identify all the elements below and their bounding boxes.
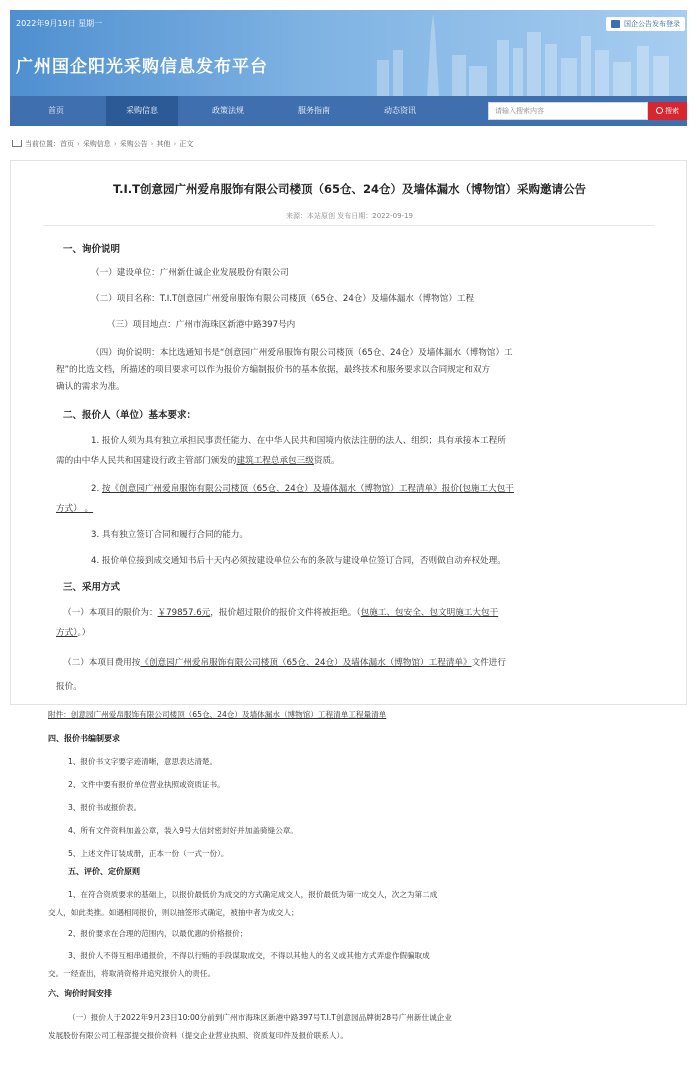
breadcrumb-home[interactable]: 首页 — [60, 140, 74, 148]
attachment-title[interactable]: 附件：创意园广州爱帛服饰有限公司楼顶（65仓、24仓）及墙体漏水（博物馆）工程清单工程量清单 — [48, 710, 387, 719]
section-1-item-3: （三）项目地点：广州市海珠区新港中路397号内 — [107, 320, 296, 330]
section-2-item-1-line-1: 1. 报价人须为具有独立承担民事责任能力、在中华人民共和国境内依法注册的法人、组织；具有承接本工程所 — [91, 436, 506, 446]
section-4-item-1: 1、报价书文字要字迹清晰，意思表达清楚。 — [68, 757, 218, 766]
section-3-item-1-line-2 — [56, 625, 90, 642]
title-divider — [43, 225, 655, 226]
monitor-icon — [611, 20, 620, 28]
breadcrumb-label: 当前位置： — [25, 140, 60, 148]
section-2-item-2-line-2: 方式） 。 — [56, 504, 94, 514]
section-1-item-4-line-1: （四）询价说明：本比选通知书是“创意园广州爱帛服饰有限公司楼顶（65仓、24仓）及墙体漏水（博物馆）工 — [91, 348, 513, 358]
contract-mode: 包施工、包安全、包文明施工大包干 — [360, 608, 499, 618]
home-icon — [12, 140, 22, 147]
quote-document: 《创意园广州爱帛服饰有限公司楼顶（65仓、24仓）及墙体漏水（博物馆）工程清单》 — [140, 658, 472, 668]
breadcrumb-other[interactable]: 其他 — [156, 140, 171, 148]
section-4-item-4: 4、所有文件资料加盖公章，装入9号大信封密封好并加盖骑缝公章。 — [68, 826, 298, 835]
nav-item-service-guide[interactable]: 服务指南 — [298, 106, 330, 115]
text-run: ，报价超过限价的报价文件将被拒绝。（ — [210, 608, 361, 618]
section-5-item-1-line-2: 交人，如此类推。如遇相同报价，则以抽签形式确定，被抽中者为成交人； — [48, 908, 299, 917]
section-1-item-4-line-2: 程”的比选文档，所描述的项目要求可以作为报价方编制报价书的基本依据，最终技术和服务要求以合同规定和双方 — [56, 365, 491, 375]
section-1-item-4-line-3: 确认的需求为准。 — [56, 382, 125, 392]
text-run: 需的由中华人民共和国建设行政主管部门颁发的 — [56, 456, 237, 466]
site-header — [10, 10, 687, 96]
section-3-item-1-line-1 — [63, 605, 498, 622]
article-card — [10, 160, 687, 705]
section-3-heading: 三、采用方式 — [63, 582, 121, 593]
section-3-item-2-line-1 — [63, 655, 506, 672]
chevron-right-icon: › — [150, 140, 154, 148]
nav-item-procurement-info[interactable]: 采购信息 — [106, 96, 178, 126]
text-run: 。） — [77, 628, 91, 638]
breadcrumb-procurement-notice[interactable]: 采购公告 — [119, 140, 148, 148]
breadcrumb — [10, 135, 687, 153]
text-run: 2. — [91, 484, 102, 494]
section-5-item-1-line-1: 1、在符合资质要求的基础上，以报价最低价为成交的方式确定成交人，报价最低为第一成交人，次之为第二成 — [68, 890, 438, 899]
text-run: （二）本项目费用按 — [63, 658, 141, 668]
section-4-item-3: 3、报价书或报价表。 — [68, 803, 142, 812]
section-5-item-3-line-1: 3、报价人不得互相串通报价，不得以行贿的手段谋取成交，不得以其他人的名义或其他方式弄虚作假骗取成 — [68, 951, 430, 960]
notice-login-label: 国企公告发布登录 — [624, 20, 680, 28]
search-button-label: 搜索 — [665, 107, 679, 115]
section-2-heading: 二、报价人（单位）基本要求： — [63, 410, 197, 421]
article-title: T.I.T创意园广州爱帛服饰有限公司楼顶（65仓、24仓）及墙体漏水（博物馆）采购邀请公告 — [113, 182, 586, 196]
nav-item-home[interactable]: 首页 — [48, 106, 64, 115]
section-5-item-3-line-2: 交。一经查出，将取消资格并追究报价人的责任。 — [48, 969, 216, 978]
article-meta: 来源：本站原创 发布日期：2022-09-19 — [286, 212, 413, 220]
section-6-heading: 六、询价时间安排 — [48, 989, 112, 998]
section-6-item-1-line-2: 发展股份有限公司工程部提交报价资料（提交企业营业执照、资质复印件及报价联系人）。 — [48, 1031, 348, 1040]
notice-login-link[interactable] — [606, 17, 685, 31]
quote-basis: 按《创意园广州爱帛服饰有限公司楼顶（65仓、24仓）及墙体漏水（博物馆）工程清单》报价(包施工大包干 — [101, 484, 514, 494]
text-run: 资质。 — [313, 456, 340, 466]
nav-item-policies[interactable]: 政策法规 — [212, 106, 244, 115]
section-4-item-5: 5、上述文件订装成册，正本一份（一式一份）。 — [68, 849, 229, 858]
site-title: 广州国企阳光采购信息发布平台 — [16, 57, 268, 77]
section-2-item-4: 4. 报价单位接到成交通知书后十天内必须按建设单位公布的条款与建设单位签订合同，否则做自动弃权处理。 — [91, 556, 506, 566]
section-1-item-2: （二）项目名称：T.I.T创意园广州爱帛服饰有限公司楼顶（65仓、24仓）及墙体漏水（博物馆）工程 — [91, 294, 475, 304]
chevron-right-icon: › — [113, 140, 117, 148]
section-2-item-3: 3. 具有独立签订合同和履行合同的能力。 — [91, 530, 249, 540]
main-nav — [10, 96, 687, 126]
chevron-right-icon: › — [77, 140, 80, 148]
breadcrumb-procurement-info[interactable]: 采购信息 — [82, 140, 111, 148]
section-4-heading: 四、报价书编制要求 — [48, 734, 120, 743]
section-1-heading: 一、询价说明 — [63, 244, 121, 255]
section-4-item-2: 2、文件中要有报价单位营业执照或资质证书。 — [68, 780, 225, 789]
text-run: 文件进行 — [471, 658, 506, 668]
section-5-item-2: 2、报价要求在合理的范围内，以最优惠的价格报价； — [68, 929, 248, 938]
price-limit: ￥79857.6元 — [157, 608, 211, 618]
section-1-item-1: （一）建设单位：广州新仕诚企业发展股份有限公司 — [91, 268, 289, 278]
search-icon — [656, 107, 663, 114]
contract-mode-end: 方式） — [56, 628, 78, 638]
section-2-item-1-line-2 — [56, 453, 340, 470]
section-5-heading: 五、评价、定价原则 — [68, 867, 140, 876]
section-2-item-2-line-1 — [91, 481, 514, 498]
breadcrumb-current: 正文 — [179, 140, 194, 148]
nav-item-news[interactable]: 动态资讯 — [384, 106, 416, 115]
chevron-right-icon: › — [173, 140, 177, 148]
qualification-level: 建筑工程总承包三级 — [236, 456, 314, 466]
text-run: （一）本项目的限价为： — [63, 608, 158, 618]
section-6-item-1-line-1: （一）报价人于2022年9月23日10:00分前到广州市海珠区新港中路397号T.I.T创意园品牌街28号广州新仕诚企业 — [68, 1013, 452, 1022]
search-input[interactable]: 请输入搜索内容 — [488, 102, 648, 120]
current-date: 2022年9月19日 星期一 — [16, 19, 103, 28]
search-button[interactable] — [648, 102, 687, 120]
section-3-item-2-line-2: 报价。 — [56, 682, 82, 692]
